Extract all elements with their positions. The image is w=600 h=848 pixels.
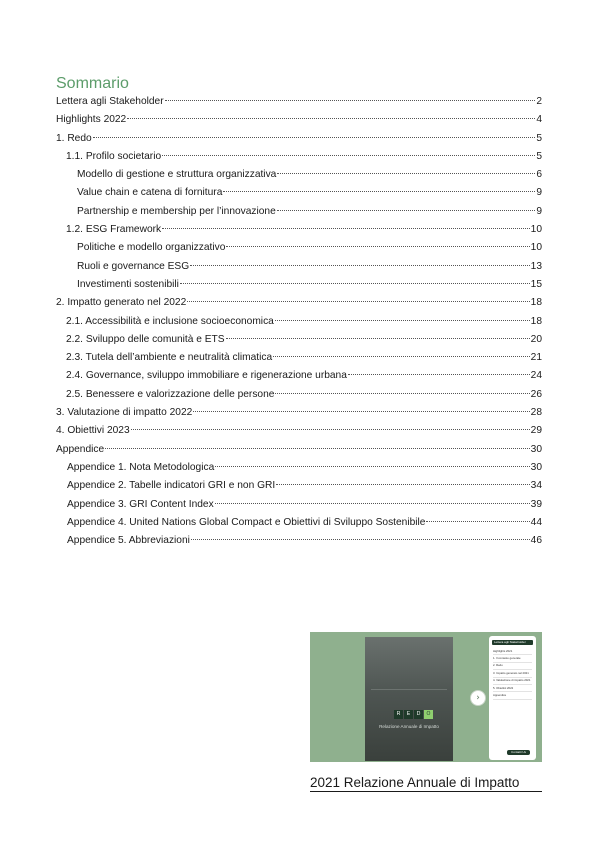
toc-entry-page: 15 bbox=[530, 278, 542, 290]
contact-button[interactable]: Contatti Us bbox=[507, 750, 530, 755]
toc-leader-dots bbox=[105, 448, 530, 449]
toc-entry[interactable] bbox=[56, 404, 542, 422]
toc-entry-page: 29 bbox=[530, 425, 542, 437]
toc-entry-page: 30 bbox=[530, 443, 542, 455]
toc-entry[interactable] bbox=[56, 239, 542, 257]
toc-entry-label: Partnership e membership per l’innovazione bbox=[77, 205, 276, 217]
toc-leader-dots bbox=[191, 539, 530, 540]
toc-entry-label: Appendice 3. GRI Content Index bbox=[67, 498, 214, 510]
toc-entry-page: 10 bbox=[530, 242, 542, 254]
toc-leader-dots bbox=[127, 118, 535, 119]
toc-entry-label: Ruoli e governance ESG bbox=[77, 260, 190, 272]
toc-leader-dots bbox=[226, 338, 530, 339]
toc-leader-dots bbox=[180, 283, 530, 284]
toc-entry-page: 18 bbox=[530, 297, 542, 309]
toc-entry-page: 30 bbox=[530, 461, 542, 473]
toc-entry[interactable] bbox=[56, 386, 542, 404]
toc-entry-page: 5 bbox=[536, 150, 542, 162]
toc-entry-label: Appendice 4. United Nations Global Compact e Obiettivi di Sviluppo Sostenibile bbox=[67, 516, 426, 528]
toc-entry-label: 2. Impatto generato nel 2022 bbox=[56, 297, 187, 309]
toc-entry[interactable] bbox=[56, 258, 542, 276]
toc-entry[interactable] bbox=[56, 477, 542, 495]
toc-leader-dots bbox=[215, 466, 529, 467]
toc-entry-label: Appendice 2. Tabelle indicatori GRI e non GRI bbox=[67, 480, 276, 492]
logo-letter: O bbox=[424, 710, 433, 719]
logo-letter: R bbox=[394, 710, 403, 719]
toc-entry[interactable] bbox=[56, 349, 542, 367]
toc-entry-page: 26 bbox=[530, 388, 542, 400]
toc-entry[interactable] bbox=[56, 148, 542, 166]
toc-entry-page: 6 bbox=[536, 169, 542, 181]
toc-entry-label: Appendice 5. Abbreviazioni bbox=[67, 535, 190, 547]
toc-entry[interactable] bbox=[56, 331, 542, 349]
toc-leader-dots bbox=[162, 155, 535, 156]
toc-entry[interactable] bbox=[56, 514, 542, 532]
toc-entry[interactable] bbox=[56, 441, 542, 459]
toc-entry[interactable] bbox=[56, 367, 542, 385]
toc-leader-dots bbox=[162, 228, 530, 229]
toc-entry[interactable] bbox=[56, 221, 542, 239]
toc-entry[interactable] bbox=[56, 294, 542, 312]
redo-logo bbox=[394, 710, 433, 719]
toc-entry[interactable] bbox=[56, 532, 542, 550]
toc-entry-label: 1.2. ESG Framework bbox=[66, 224, 162, 236]
toc-entry-page: 2 bbox=[536, 96, 542, 107]
toc-entry[interactable] bbox=[56, 496, 542, 514]
toc-entry-page: 46 bbox=[530, 535, 542, 547]
thumbnail-toc-panel bbox=[489, 636, 536, 760]
report-link-caption[interactable]: 2021 Relazione Annuale di Impatto bbox=[310, 775, 542, 792]
toc-entry-label: Appendice bbox=[56, 443, 105, 455]
table-of-contents bbox=[56, 93, 542, 550]
panel-title: Lettera agli Stakeholder bbox=[492, 640, 533, 645]
toc-entry-page: 4 bbox=[536, 114, 542, 126]
toc-leader-dots bbox=[165, 100, 536, 101]
toc-entry-page: 44 bbox=[530, 516, 542, 528]
toc-entry-label: Value chain e catena di fornitura bbox=[77, 187, 223, 199]
toc-entry-label: 1.1. Profilo societario bbox=[66, 150, 162, 162]
toc-entry[interactable] bbox=[56, 313, 542, 331]
toc-entry-page: 24 bbox=[530, 370, 542, 382]
toc-entry-label: Politiche e modello organizzativo bbox=[77, 242, 226, 254]
panel-item: 5. Obiettivi 2022 bbox=[493, 685, 532, 692]
toc-entry-label: 1. Redo bbox=[56, 132, 92, 144]
toc-entry[interactable] bbox=[56, 93, 542, 111]
panel-item: 4. Valutazione di impatto 2021 bbox=[493, 678, 532, 685]
toc-entry-label: Appendice 1. Nota Metodologica bbox=[67, 461, 215, 473]
toc-leader-dots bbox=[215, 503, 530, 504]
toc-leader-dots bbox=[426, 521, 529, 522]
toc-entry-label: 2.2. Sviluppo delle comunità e ETS bbox=[66, 333, 225, 345]
toc-leader-dots bbox=[275, 320, 530, 321]
toc-entry-page: 9 bbox=[536, 205, 542, 217]
toc-entry-page: 20 bbox=[530, 333, 542, 345]
toc-leader-dots bbox=[131, 429, 530, 430]
chevron-right-icon[interactable]: › bbox=[470, 690, 486, 706]
cover-subtitle: Relazione Annuale di Impatto bbox=[379, 724, 439, 729]
toc-leader-dots bbox=[190, 265, 530, 266]
toc-entry[interactable] bbox=[56, 276, 542, 294]
toc-leader-dots bbox=[275, 393, 529, 394]
toc-leader-dots bbox=[193, 411, 529, 412]
toc-leader-dots bbox=[226, 246, 529, 247]
toc-entry-label: Highlights 2022 bbox=[56, 114, 127, 126]
toc-entry-page: 18 bbox=[530, 315, 542, 327]
toc-entry-page: 39 bbox=[530, 498, 542, 510]
toc-entry-page: 28 bbox=[530, 407, 542, 419]
toc-leader-dots bbox=[277, 210, 536, 211]
toc-entry-label: Modello di gestione e struttura organizzativa bbox=[77, 169, 277, 181]
cover-horizon-line bbox=[371, 689, 447, 690]
report-thumbnail[interactable] bbox=[310, 632, 542, 762]
report-cover-image bbox=[365, 637, 453, 761]
toc-leader-dots bbox=[273, 356, 530, 357]
toc-entry-page: 10 bbox=[530, 224, 542, 236]
toc-leader-dots bbox=[223, 191, 535, 192]
toc-entry[interactable] bbox=[56, 203, 542, 221]
page-title: Sommario bbox=[56, 75, 129, 92]
toc-leader-dots bbox=[187, 301, 529, 302]
toc-entry-label: Lettera agli Stakeholder bbox=[56, 96, 164, 107]
toc-entry[interactable] bbox=[56, 459, 542, 477]
toc-leader-dots bbox=[348, 374, 530, 375]
toc-leader-dots bbox=[276, 484, 529, 485]
toc-entry-label: 4. Obiettivi 2023 bbox=[56, 425, 130, 437]
toc-entry-page: 21 bbox=[530, 352, 542, 364]
toc-entry-page: 9 bbox=[536, 187, 542, 199]
toc-entry-label: 2.1. Accessibilità e inclusione socioeconomica bbox=[66, 315, 274, 327]
panel-item: 2. Redo bbox=[493, 663, 532, 670]
toc-entry[interactable] bbox=[56, 184, 542, 202]
toc-entry-label: 3. Valutazione di impatto 2022 bbox=[56, 407, 193, 419]
logo-letter: D bbox=[414, 710, 423, 719]
panel-item: 3. Impatto generato nel 2021 bbox=[493, 670, 532, 677]
toc-entry-label: 2.4. Governance, sviluppo immobiliare e rigenerazione urbana bbox=[66, 370, 347, 382]
toc-entry-page: 34 bbox=[530, 480, 542, 492]
toc-leader-dots bbox=[277, 173, 535, 174]
toc-entry[interactable] bbox=[56, 166, 542, 184]
toc-entry-label: 2.3. Tutela dell’ambiente e neutralità climatica bbox=[66, 352, 273, 364]
toc-leader-dots bbox=[93, 137, 536, 138]
toc-entry[interactable] bbox=[56, 130, 542, 148]
toc-entry-page: 13 bbox=[530, 260, 542, 272]
toc-entry-label: Investimenti sostenibili bbox=[77, 278, 179, 290]
toc-entry[interactable] bbox=[56, 111, 542, 129]
panel-item: Appendice bbox=[493, 692, 532, 699]
toc-entry-page: 5 bbox=[536, 132, 542, 144]
panel-item: Highlights 2021 bbox=[493, 648, 532, 655]
panel-item: 1. Il contesto generale bbox=[493, 655, 532, 662]
toc-entry-label: 2.5. Benessere e valorizzazione delle persone bbox=[66, 388, 275, 400]
toc-entry[interactable] bbox=[56, 422, 542, 440]
logo-letter: E bbox=[404, 710, 413, 719]
